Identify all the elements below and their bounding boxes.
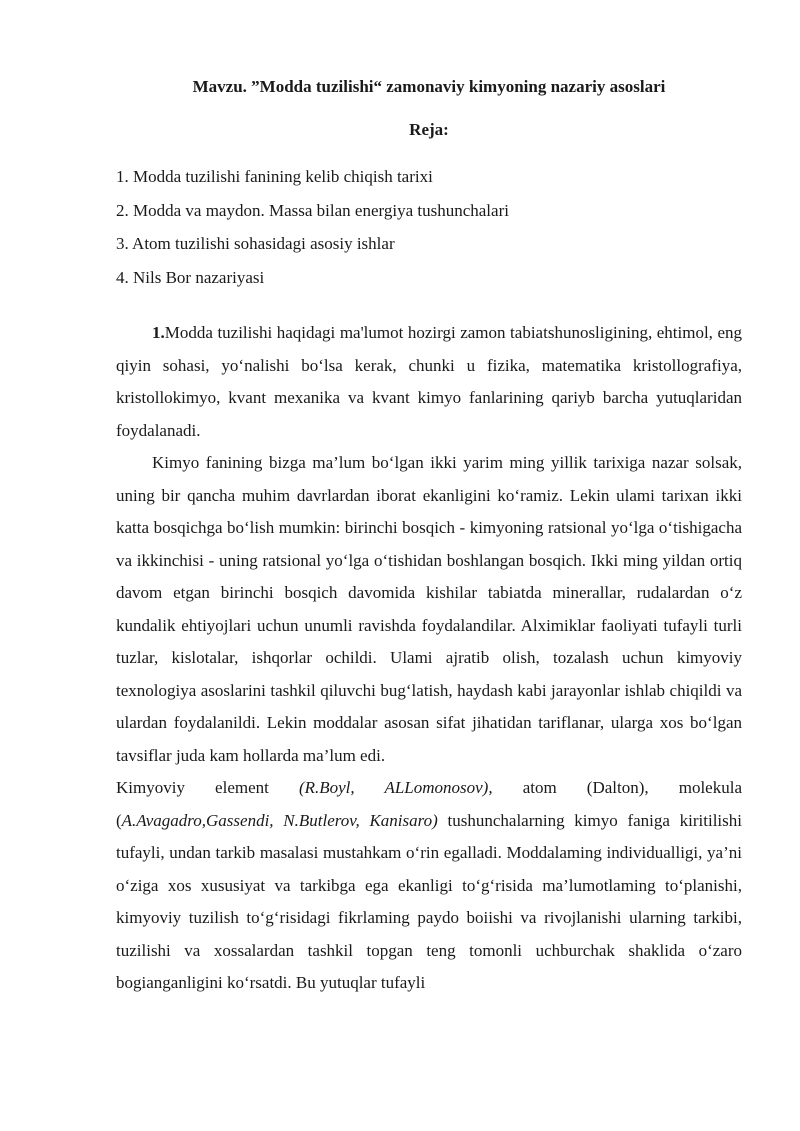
plan-heading: Reja: <box>409 120 449 139</box>
paragraph-2: Kimyo fanining bizga ma’lum bo‘lgan ikki yarim ming yillik tarixiga nazar solsak, uning bir qancha muhim davrlardan iborat ekanligini ko‘ramiz. Lekin ulami tarixan ikki katta bosqichga bo‘lish mumkin: birinchi bosqich - kimyoning ratsional yo‘lga o‘tishigacha va ikkinchisi - uning ratsional yo‘lga o‘tishidan boshlangan bosqich. Ikki ming yildan ortiq davom etgan birinchi bosqich davomida kishilar tabiatda minerallar, rudalardan o‘z kundalik ehtiyojlari uchun unumli ravishda foydalandilar. Alximiklar faoliyati tufayli turli tuzlar, kislotalar, ishqorlar ochildi. Ulami ajratib olish, tozalash uchun kimyoviy texnologiya asoslarini tashkil qiluvchi bug‘latish, haydash kabi jarayonlar ishlab chiqildi va ulardan foydalanildi. Lekin moddalar asosan sifat jihatidan tariflanar, ularga xos bo‘lgan tavsiflar juda kam hollarda ma’lum edi. <box>116 453 742 765</box>
plan-item: 1. Modda tuzilishi fanining kelib chiqish tarixi <box>116 167 433 186</box>
plan-list <box>116 160 742 294</box>
document-title: Mavzu. ”Modda tuzilishi“ zamonaviy kimyoning nazariy asoslari <box>192 77 666 96</box>
plan-item: 3. Atom tuzilishi sohasidagi asosiy ishlar <box>116 234 395 253</box>
plan-item: 4. Nils Bor nazariyasi <box>116 267 265 287</box>
paragraph-1-lead: 1. <box>152 323 165 342</box>
body-text <box>116 317 742 1000</box>
paragraph-3-italic-1: (R.Boyl, ALLomonosov), <box>298 778 493 797</box>
paragraph-3-part-3: tushunchalarning kimyo faniga kiritilishi tufayli, undan tarkib masalasi mustahkam o‘rin egalladi. Moddalaming individualligi, ya’ni o‘ziga xos xususiyat va tarkibga ega ekanligi to‘g‘risida ma’lumotlaming to‘planishi, kimyoviy tuzilish to‘g‘risidagi fikrlaming paydo boiishi va rivojlanishi ularning tarkibi, tuzilishi va xossalardan tashkil topgan teng tomonli uchburchak shaklida o‘zaro bogianganligini ko‘rsatdi. Bu yutuqlar tufayli <box>116 810 742 992</box>
paragraph-3 <box>116 772 742 1000</box>
plan-item: 2. Modda va maydon. Massa bilan energiya tushunchalari <box>116 200 509 220</box>
paragraph-3-part-2: atom (Dalton), molekula ( <box>116 778 742 830</box>
paragraph-1 <box>116 317 742 447</box>
paragraph-3-italic-2: A.Avagadro,Gassendi, N.Butlerov, Kanisaro) <box>121 810 438 830</box>
paragraph-3-part-1: Kimyoviy element <box>116 778 299 797</box>
paragraph-1-text: Modda tuzilishi haqidagi ma'lumot hozirgi zamon tabiatshunosligining, ehtimol, eng qiyin sohasi, yo‘nalishi bo‘lsa kerak, chunki u fizika, matematika kristollografiya, kristollokimyo, kvant mexanika va kvant kimyo fanlarining qariyb barcha yutuqlaridan foydalanadi. <box>116 323 742 440</box>
